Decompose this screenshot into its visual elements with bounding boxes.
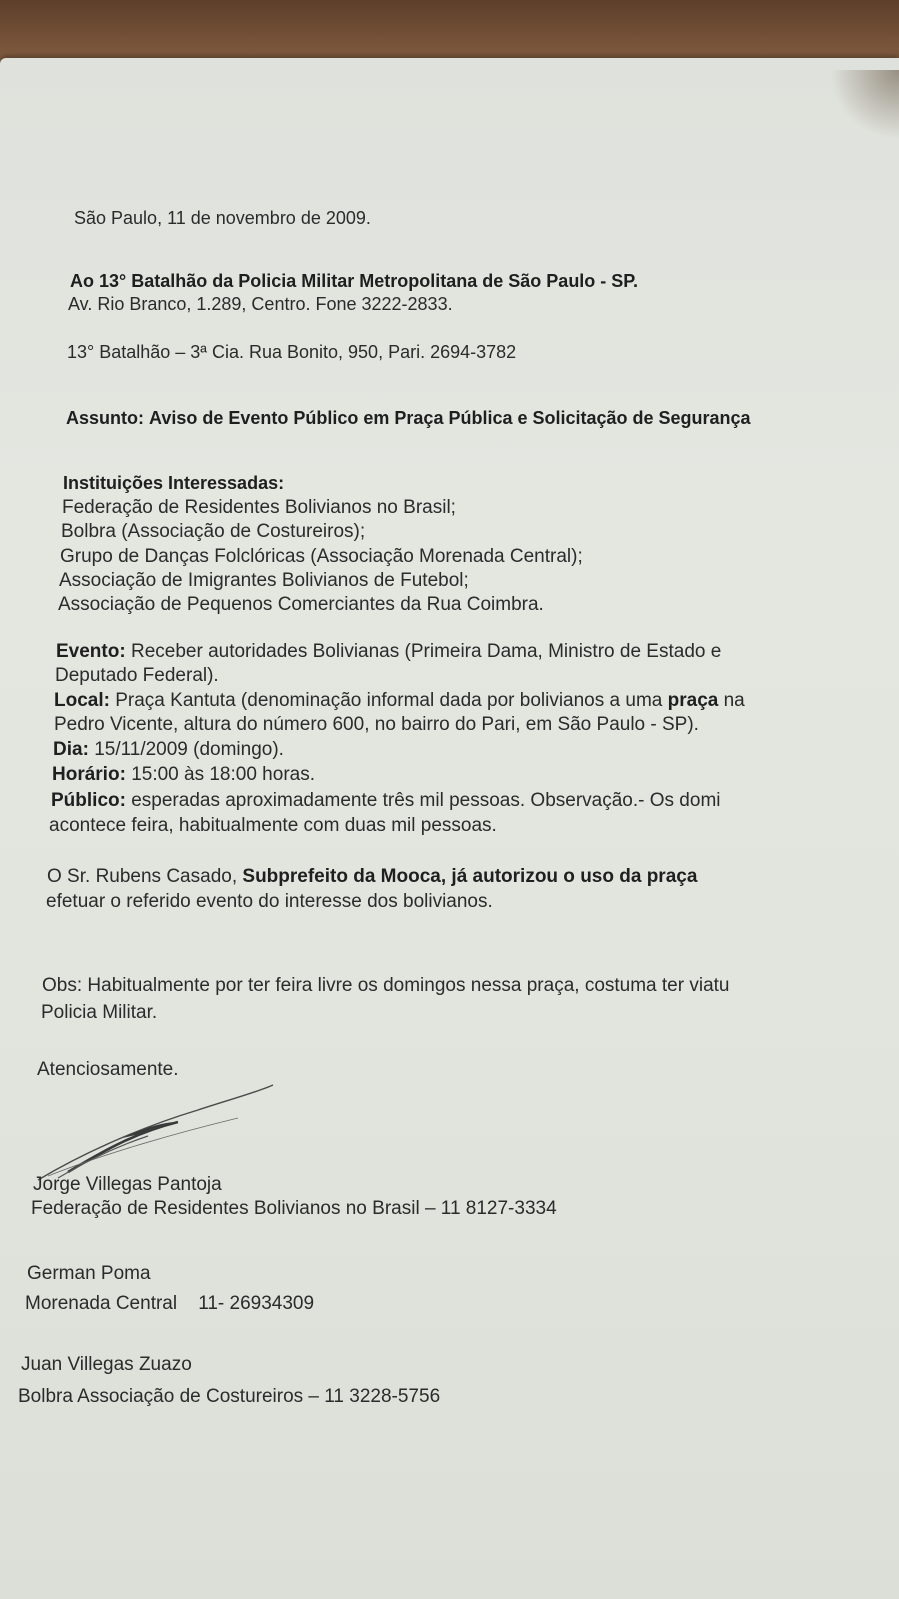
closing-line: Atenciosamente. [37, 1059, 179, 1080]
signatory-2-name: German Poma [27, 1263, 151, 1284]
evento-label: Evento: [56, 641, 126, 662]
address-line: Av. Rio Branco, 1.289, Centro. Fone 3222-2833. [68, 294, 453, 314]
signatory-1-org: Federação de Residentes Bolivianos no Brasil – 11 8127-3334 [31, 1198, 557, 1219]
local-text-c: na [723, 690, 745, 711]
local-line-2: Pedro Vicente, altura do número 600, no bairro do Pari, em São Paulo - SP). [54, 714, 699, 735]
horario-label: Horário: [52, 764, 126, 785]
institutions-heading: Instituições Interessadas: [63, 473, 285, 493]
evento-text: Receber autoridades Bolivianas (Primeira Dama, Ministro de Estado e [130, 641, 722, 662]
dia-text: 15/11/2009 (domingo). [94, 739, 284, 760]
institution-item-5: Associação de Pequenos Comerciantes da Rua Coimbra. [58, 594, 544, 615]
horario-line [52, 764, 315, 786]
institution-item-4: Associação de Imigrantes Bolivianos de Futebol; [59, 570, 469, 591]
recipient-line: Ao 13° Batalhão da Policia Militar Metropolitana de São Paulo - SP. [70, 271, 638, 291]
horario-text: 15:00 às 18:00 horas. [131, 764, 315, 785]
evento-line-1 [56, 641, 899, 663]
publico-text: esperadas aproximadamente três mil pessoas. Observação.- Os domi [131, 790, 721, 811]
authorization-line-1 [47, 866, 899, 888]
local-text-bold-praca: praça [667, 690, 719, 711]
local-text-a: Praça Kantuta (denominação informal dada por bolivianos a uma [115, 690, 663, 711]
obs-line-2: Policia Militar. [41, 1002, 158, 1023]
dia-line [53, 739, 284, 761]
publico-label: Público: [51, 790, 126, 811]
dia-label: Dia: [53, 739, 89, 760]
subject-text: Aviso de Evento Público em Praça Pública e Solicitação de Segurança [149, 408, 751, 428]
institution-item-2: Bolbra (Associação de Costureiros); [61, 521, 366, 542]
company-line: 13° Batalhão – 3ª Cia. Rua Bonito, 950, Pari. 2694-3782 [67, 342, 517, 362]
local-label: Local: [54, 690, 110, 711]
institution-item-1: Federação de Residentes Bolivianos no Brasil; [62, 497, 456, 518]
evento-line-2: Deputado Federal). [55, 665, 219, 686]
authorization-text-a: O Sr. Rubens Casado, [47, 866, 238, 887]
local-line-1 [54, 690, 899, 712]
signatory-3-org: Bolbra Associação de Costureiros – 11 3228-5756 [18, 1386, 441, 1407]
institution-item-3: Grupo de Danças Folclóricas (Associação Morenada Central); [60, 546, 583, 567]
authorization-line-2: efetuar o referido evento do interesse dos bolivianos. [46, 891, 493, 912]
subject-label: Assunto: [66, 408, 144, 428]
date-line: São Paulo, 11 de novembro de 2009. [74, 208, 371, 228]
obs-line-1: Obs: Habitualmente por ter feira livre os domingos nessa praça, costuma ter viatu [42, 975, 730, 996]
subject-line [66, 407, 751, 429]
publico-line-1 [51, 790, 899, 812]
signatory-3-name: Juan Villegas Zuazo [21, 1354, 192, 1375]
signatory-2-org: Morenada Central 11- 26934309 [25, 1293, 315, 1314]
signatory-1-name: Jorge Villegas Pantoja [33, 1174, 222, 1195]
publico-line-2: acontece feira, habitualmente com duas mil pessoas. [49, 815, 497, 836]
authorization-text-bold: Subprefeito da Mooca, já autorizou o uso da praça [242, 866, 698, 887]
